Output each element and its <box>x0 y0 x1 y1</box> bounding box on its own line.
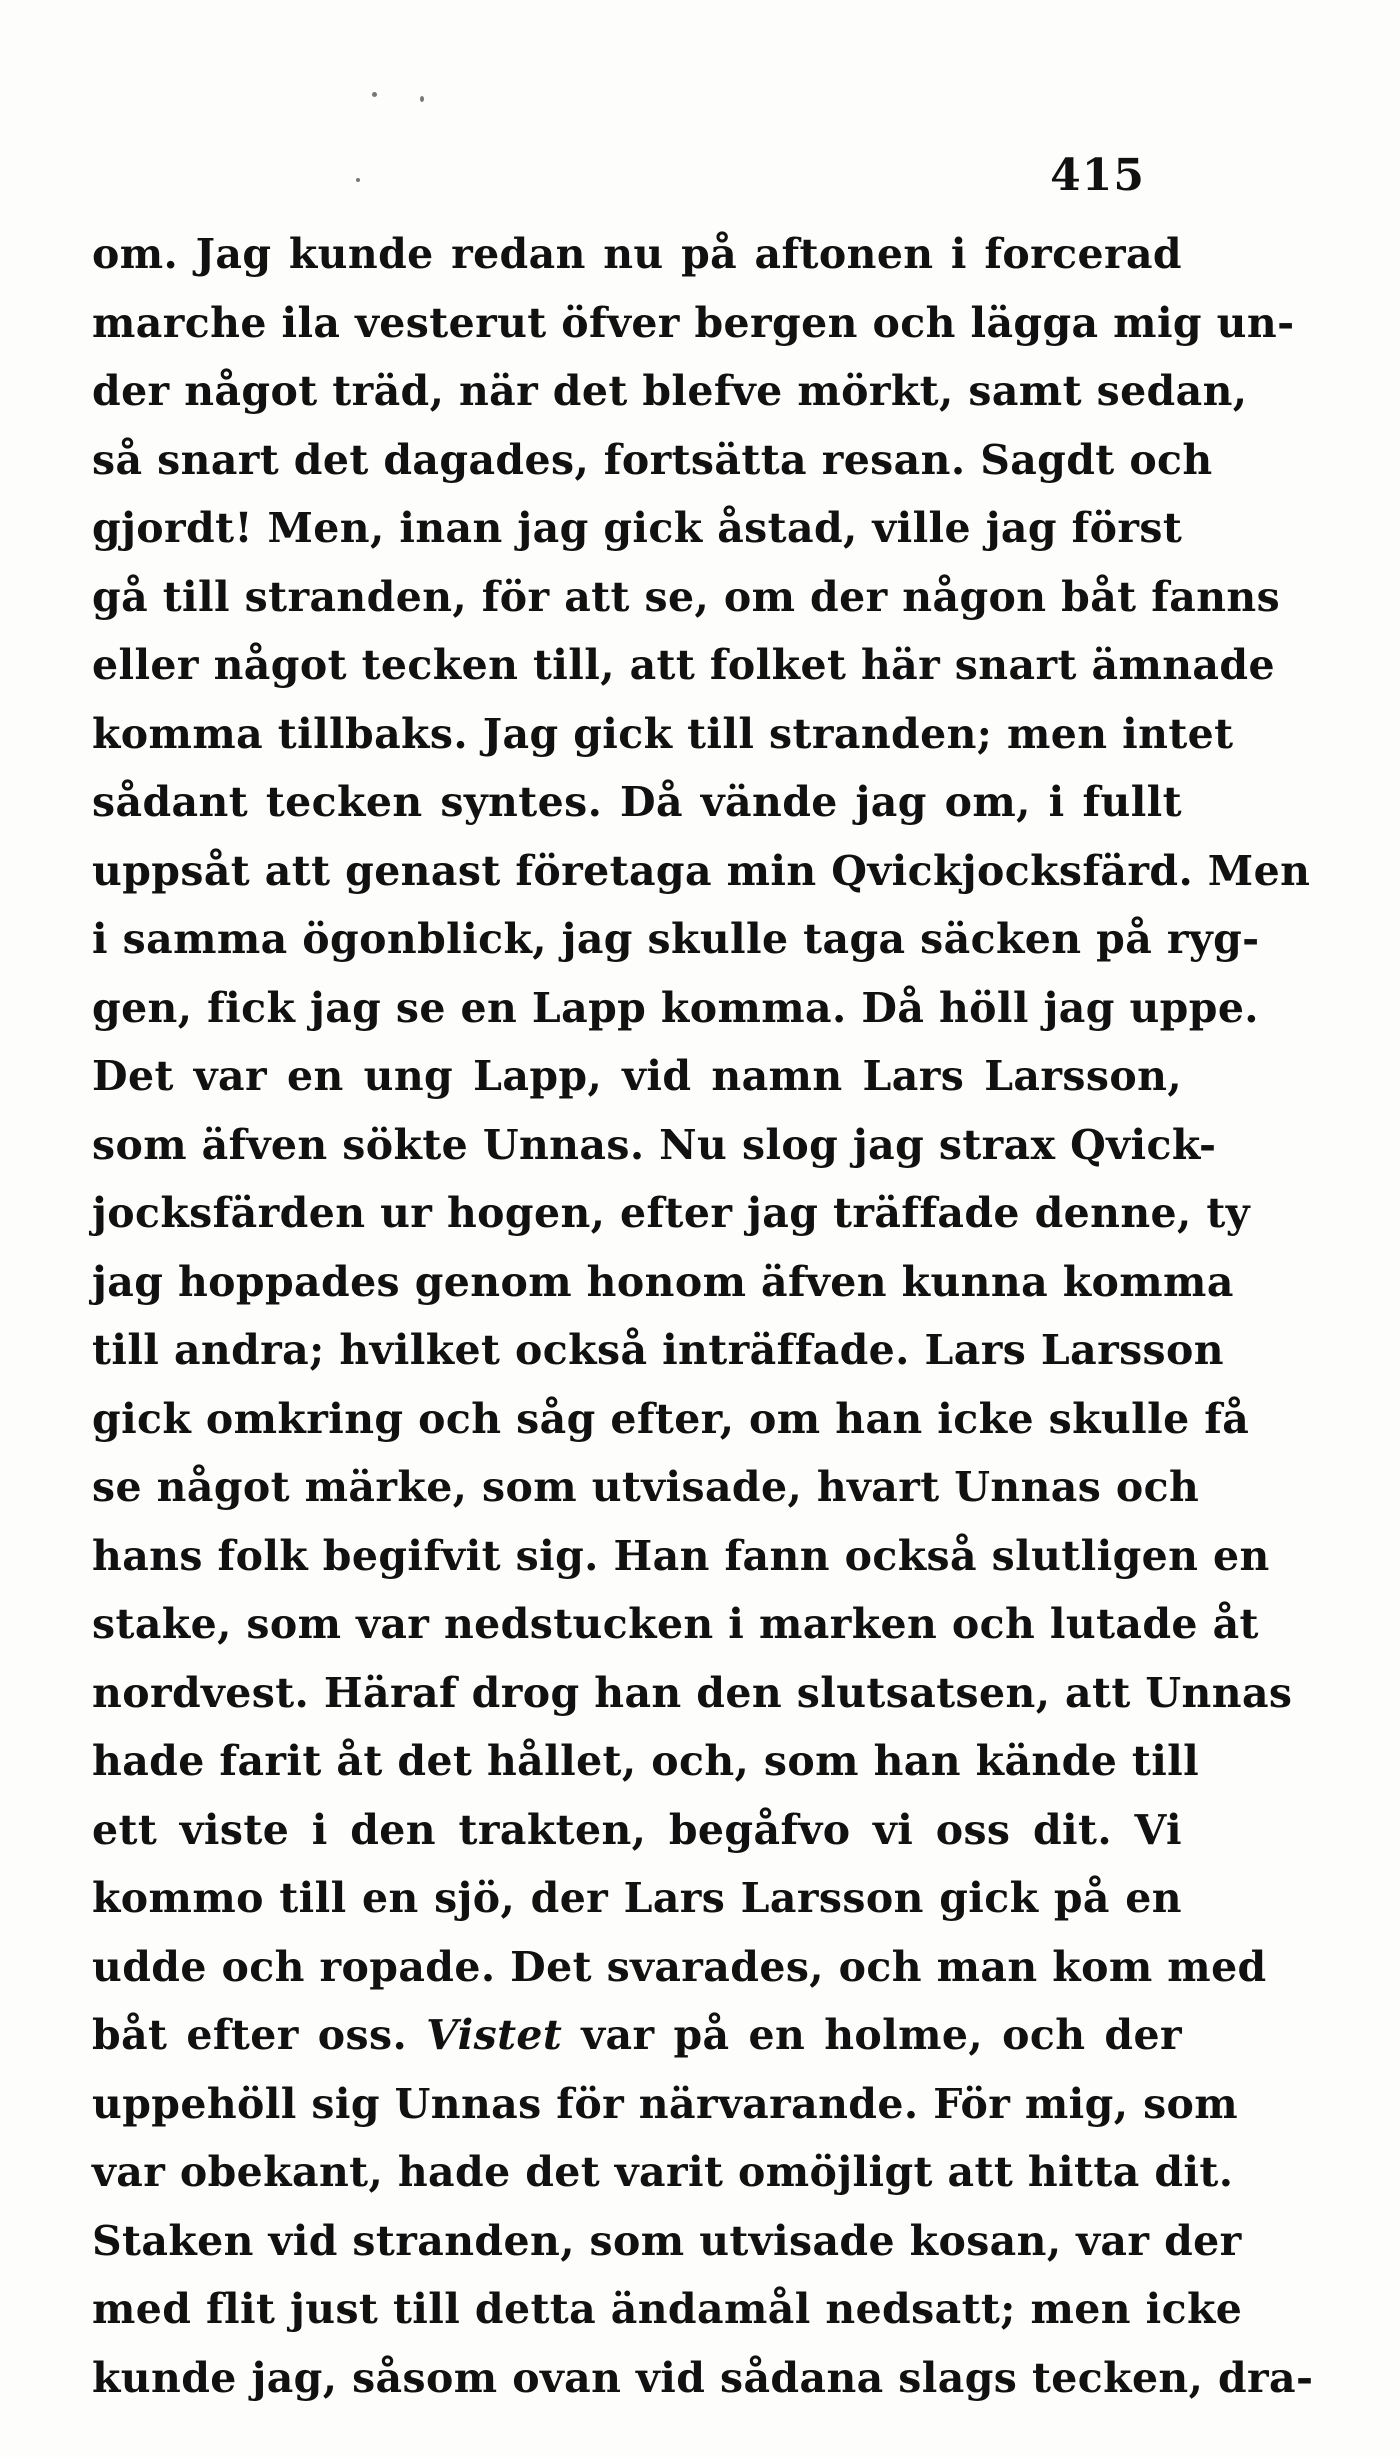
text-line: var obekant, hade det varit omöjligt att hitta dit. <box>92 2148 1234 2196</box>
print-speck <box>420 96 424 102</box>
text-line: kommo till en sjö, der Lars Larsson gick på en <box>92 1874 1182 1922</box>
body-text <box>92 220 1314 2412</box>
text-line: ett viste i den trakten, begåfvo vi oss dit. Vi <box>92 1805 1182 1854</box>
text-line: der något träd, när det blefve mörkt, samt sedan, <box>92 367 1248 415</box>
text-line: komma tillbaks. Jag gick till stranden; men intet <box>92 709 1234 758</box>
print-speck <box>356 178 360 182</box>
text-line-with-italic <box>92 2001 1182 2070</box>
text-line: se något märke, som utvisade, hvart Unnas och <box>92 1463 1200 1511</box>
text-line: Det var en ung Lapp, vid namn Lars Larsson, <box>92 1052 1182 1100</box>
text-line: nordvest. Häraf drog han den slutsatsen, att Unnas <box>92 1668 1293 1717</box>
text-line: uppsåt att genast företaga min Qvickjocksfärd. Men <box>92 846 1311 895</box>
text-line: udde och ropade. Det svarades, och man kom med <box>92 1942 1267 1991</box>
text-line: gå till stranden, för att se, om der någon båt fanns <box>92 572 1281 621</box>
text-line-end: var på en holme, och der <box>581 2011 1182 2059</box>
print-speck <box>372 92 377 97</box>
text-line: gjordt! Men, inan jag gick åstad, ville jag först <box>92 504 1183 552</box>
text-line: i samma ögonblick, jag skulle taga säcken på ryg- <box>92 915 1260 963</box>
text-line: jocksfärden ur hogen, efter jag träffade denne, ty <box>92 1189 1250 1237</box>
text-line: hade farit åt det hållet, och, som han kände till <box>92 1737 1200 1785</box>
text-line: gen, fick jag se en Lapp komma. Då höll jag uppe. <box>92 983 1259 1032</box>
text-line: uppehöll sig Unnas för närvarande. För mig, som <box>92 2079 1239 2128</box>
italic-word: Vistet <box>426 2011 563 2059</box>
text-line: stake, som var nedstucken i marken och lutade åt <box>92 1600 1259 1648</box>
text-line: hans folk begifvit sig. Han fann också slutligen en <box>92 1531 1270 1580</box>
text-line: om. Jag kunde redan nu på aftonen i forcerad <box>92 230 1182 278</box>
text-line: sådant tecken syntes. Då vände jag om, i fullt <box>92 778 1182 826</box>
text-line: som äfven sökte Unnas. Nu slog jag strax Qvick- <box>92 1120 1217 1169</box>
text-line: till andra; hvilket också inträffade. Lars Larsson <box>92 1326 1224 1374</box>
text-line: marche ila vesterut öfver bergen och lägga mig un- <box>92 298 1295 347</box>
text-line: jag hoppades genom honom äfven kunna komma <box>92 1257 1234 1306</box>
text-line: gick omkring och såg efter, om han icke skulle få <box>92 1394 1250 1443</box>
text-line: eller något tecken till, att folket här snart ämnade <box>92 641 1275 689</box>
text-line-start: båt efter oss. <box>92 2011 408 2059</box>
text-line: så snart det dagades, fortsätta resan. Sagdt och <box>92 435 1213 484</box>
text-line: Staken vid stranden, som utvisade kosan, var der <box>92 2216 1242 2265</box>
text-line: med flit just till detta ändamål nedsatt; men icke <box>92 2285 1243 2333</box>
page-number: 415 <box>1050 150 1145 201</box>
text-line: kunde jag, såsom ovan vid sådana slags tecken, dra- <box>92 2353 1314 2402</box>
